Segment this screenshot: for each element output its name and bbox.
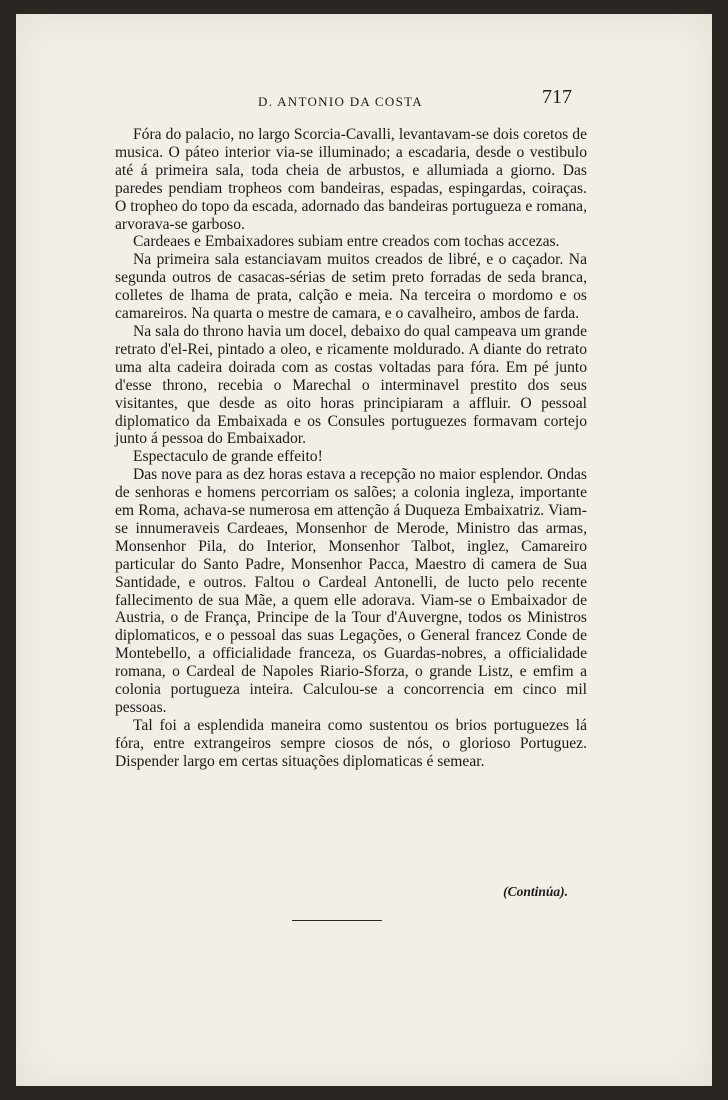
paragraph: Tal foi a esplendida maneira como sustentou os brios portuguezes lá fóra, entre extrangeiros sempre ciosos de nós, o glorioso Portuguez. Dispender largo em certas situações diplomaticas é semear. — [115, 716, 587, 770]
page-header — [16, 84, 712, 114]
running-head: D. ANTONIO DA COSTA — [258, 94, 423, 109]
paragraph: Das nove para as dez horas estava a recepção no maior esplendor. Ondas de senhoras e homens percorriam os salões; a colonia ingleza, importante em Roma, achava-se numerosa em attenção á Duqueza Embaixatriz. Viam-se innumeraveis Cardeaes, Monsenhor de Merode, Ministro das armas, Monsenhor Pila, do Interior, Monsenhor Talbot, inglez, Camareiro particular do Santo Padre, Monsenhor Pacca, Maestro di camera de Sua Santidade, e outros. Faltou o Cardeal Antonelli, de lucto pelo recente fallecimento de sua Mãe, a quem elle adorava. Viam-se o Embaixador de Austria, o de França, Principe de la Tour d'Auvergne, todos os Ministros diplomaticos, e o pessoal das suas Legações, o General francez Conde de Montebello, a officialidade franceza, os Guardas-nobres, a officialidade romana, o Cardeal de Napoles Riario-Sforza, o grande Listz, e emfim a colonia portugueza inteira. Calculou-se a concorrencia em cinco mil pessoas. — [115, 466, 587, 716]
paragraph: Cardeaes e Embaixadores subiam entre creados com tochas accezas. — [133, 233, 560, 251]
page-number: 717 — [542, 86, 572, 108]
paragraph: Fóra do palacio, no largo Scorcia-Cavalli, levantavam-se dois coretos de musica. O páteo interior via-se illuminado; a escadaria, desde o vestibulo até á primeira sala, toda cheia de arbustos, e allumiada a giorno. Das paredes pendiam tropheos com bandeiras, espadas, espingardas, coiraças. O tropheo do topo da escada, adornado das bandeiras portugueza e romana, arvorava-se garboso. — [115, 126, 587, 233]
book-page — [16, 14, 712, 1086]
continuation-note: (Continúa). — [503, 884, 568, 899]
paragraph: Espectaculo de grande effeito! — [133, 448, 323, 466]
paragraph: Na sala do throno havia um docel, debaixo do qual campeava um grande retrato d'el-Rei, pintado a oleo, e ricamente moldurado. A diante do retrato uma alta cadeira doirada com as costas voltadas para fóra. Em pé junto d'esse throno, recebia o Marechal o interminavel prestito dos seus visitantes, que desde as oito horas principiaram a affluir. O pessoal diplomatico da Embaixada e os Consules portuguezes formavam cortejo junto á pessoa do Embaixador. — [115, 322, 587, 448]
paragraph: Na primeira sala estanciavam muitos creados de libré, e o caçador. Na segunda outros de casacas-sérias de setim preto forradas de seda branca, colletes de lhama de prata, calção e meia. Na terceira o mordomo e os camareiros. Na quarta o mestre de camara, e o cavalheiro, ambos de farda. — [115, 251, 587, 323]
end-rule — [292, 920, 382, 921]
body-text — [115, 126, 587, 771]
